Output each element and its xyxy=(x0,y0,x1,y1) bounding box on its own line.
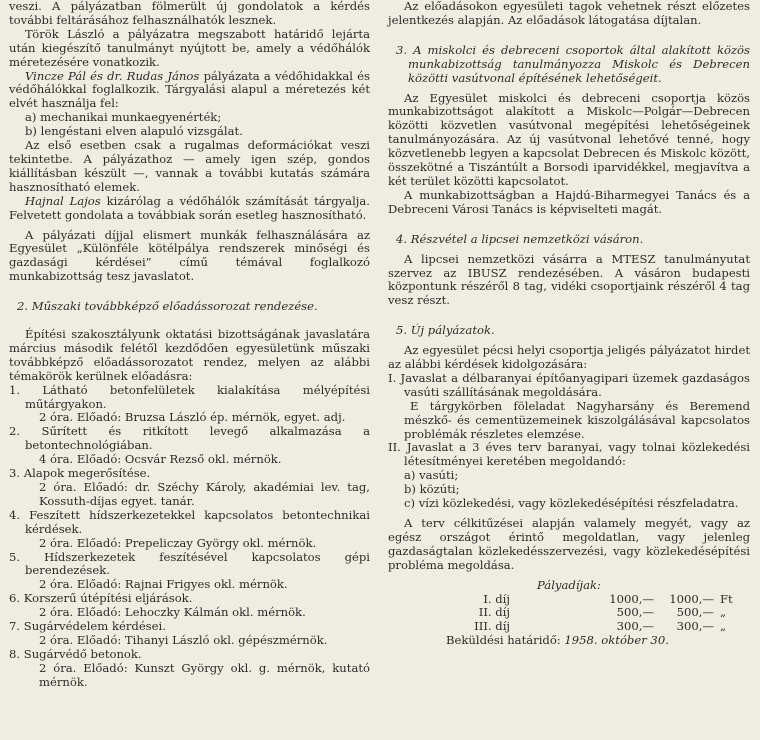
list-item: a) vasúti; xyxy=(404,468,459,483)
lecture-list xyxy=(9,384,370,690)
paragraph: veszi. A pályázatban fölmerült új gondolatok a kérdés további feltárásához felhasználhatók lesznek. xyxy=(9,0,370,27)
list-item: c) vízi közlekedési, vagy közlekedésépítési részfeladatra. xyxy=(404,496,739,511)
author-names: Vincze Pál és dr. Rudas János xyxy=(25,68,200,83)
lecture-detail: 2 óra. Előadó: Prepeliczay György okl. mérnök. xyxy=(39,535,317,550)
prize-label: III. díj xyxy=(474,619,510,634)
paragraph: Az előadásokon egyesületi tagok vehetnek részt előzetes jelentkezés alapján. Az előadások látogatása díjtalan. xyxy=(388,0,750,27)
prizes-title: Pályadíjak: xyxy=(537,577,601,592)
left-column xyxy=(9,0,370,690)
prize-label: I. díj xyxy=(483,591,510,606)
prizes-table xyxy=(414,593,744,635)
prize-row xyxy=(414,620,744,634)
paragraph: A lipcsei nemzetközi vásárra a MTESZ tanulmányutat szervez az IBUSZ rendezésében. A vásáron budapesti központunk részéről 8 tag, vidéki csoportjaink részéről 4 tag vesz részt. xyxy=(388,251,750,308)
paragraph: Az első esetben csak a rugalmas deformációkat veszi tekintetbe. A pályázathoz — amely igen szép, gondos kiállításban készült —, vannak a további kutatás számára hasznosítható elemek. xyxy=(9,138,370,194)
paragraph: A terv célkitűzései alapján valamely megyét, vagy az egész országot érintő megoldatlan, vagy jelenleg gazdaságtalan közlekedésszervezési, vagy közlekedésépítési probléma megoldása. xyxy=(388,516,750,572)
section-heading: 4. Részvétel a lipcsei nemzetközi vásáron. xyxy=(396,231,644,246)
lecture-title: 6. Korszerű útépítési eljárások. xyxy=(9,591,193,606)
prize-row xyxy=(414,606,744,620)
paragraph: Építési szakosztályunk oktatási bizottságának javaslatára március második felétől kezdődően egyesületünk műszaki továbbképző előadássorozatot rendez, melyen az alábbi témakörök kerülnek előadásra: xyxy=(9,327,370,383)
prize-value: 1000,— xyxy=(669,591,714,606)
paragraph: Az Egyesület miskolci és debreceni csoportja közös munkabizottságot alakított a Miskolc—Polgár—Debrecen közötti közvetlen vasútvonal megépítési lehetőségeinek tanulmányozására. Az új vasútvonal lehetővé tenné, hogy közvetlenebb legyen a kapcsolat Debrecen és Miskolc között, összekötné a Tiszántúlt a Borsodi iparvidékkel, megjavítva a két terület közötti kapcsolatot. xyxy=(388,90,750,188)
paragraph: A pályázati díjjal elismert munkák felhasználására az Egyesület „Különféle kötélpálya rendszerek minőségi és gazdasági kérdései” című témával foglalkozó munkabizottság tesz javaslatot. xyxy=(9,227,370,284)
section-heading: 3. A miskolci és debreceni csoportok által alakított közös munkabizottság tanulmányozza Miskolc és Debrecen közötti vasútvonal építésének lehetőségeit. xyxy=(396,42,750,85)
lecture-title: 1. Látható betonfelületek kialakítása mélyépítési műtárgyakon. xyxy=(9,382,370,411)
topic-title: II. Javaslat a 3 éves terv baranyai, vagy tolnai közlekedési létesítményei keretében megoldandó: xyxy=(388,440,750,469)
paragraph: Vincze Pál és dr. Rudas János pályázata a védőhidakkal és védőhálókkal foglalkozik. Tárgyalási alapul a méretezés két elvét használja fel: xyxy=(9,68,370,111)
right-column xyxy=(388,0,750,648)
deadline-date: 1958. október 30. xyxy=(564,633,669,648)
lecture-detail: 2 óra. Előadó: Rajnai Frigyes okl. mérnök. xyxy=(39,577,288,592)
list-item: b) lengéstani elven alapuló vizsgálat. xyxy=(25,124,243,139)
lecture-detail: 2 óra. Előadó: dr. Széchy Károly, akadémiai lev. tag, Kossuth-díjas egyet. tanár. xyxy=(39,480,370,508)
prize-currency: Ft xyxy=(720,591,733,606)
section-heading: 2. Műszaki továbbképző előadássorozat rendezése. xyxy=(17,299,318,314)
prize-row xyxy=(414,593,744,607)
list-item: a) mechanikai munkaegyenérték; xyxy=(25,110,222,125)
topic-text: E tárgykörben föleladat Nagyharsány és Beremend mészkő- és cementüzemeinek kiszolgálásával kapcsolatos problémák részletes elemzése. xyxy=(404,398,750,441)
paragraph: Az egyesület pécsi helyi csoportja jeligés pályázatot hirdet az alábbi kérdések kidolgozására: xyxy=(388,343,750,372)
lecture-title: 8. Sugárvédő betonok. xyxy=(9,646,142,661)
lecture-title: 2. Sűrített és ritkított levegő alkalmazása a betontechnológiában. xyxy=(9,424,370,453)
lecture-detail: 2 óra. Előadó: Kunszt György okl. g. mérnök, kutató mérnök. xyxy=(39,660,370,689)
lecture-detail: 2 óra. Előadó: Tihanyi László okl. gépészmérnök. xyxy=(39,632,328,647)
lecture-title: 4. Feszített hídszerkezetekkel kapcsolatos betontechnikai kérdések. xyxy=(9,507,370,536)
lecture-title: 5. Hídszerkezetek feszítésével kapcsolatos gépi berendezések. xyxy=(9,549,370,578)
lecture-title: 7. Sugárvédelem kérdései. xyxy=(9,619,166,634)
prize-value: 500,— xyxy=(616,605,654,620)
lecture-detail: 4 óra. Előadó: Ocsvár Rezső okl. mérnök. xyxy=(39,452,282,467)
prize-value: 1000,— xyxy=(609,591,654,606)
prize-value: 300,— xyxy=(616,619,654,634)
lecture-title: 3. Alapok megerősítése. xyxy=(9,466,151,481)
paragraph: A munkabizottságban a Hajdú-Biharmegyei Tanács és a Debreceni Városi Tanács is képviselteti magát. xyxy=(388,187,750,216)
lecture-detail: 2 óra. Előadó: Lehoczky Kálmán okl. mérnök. xyxy=(39,605,306,620)
list-item: b) közúti; xyxy=(404,482,460,497)
section-heading: 5. Új pályázatok. xyxy=(396,323,495,338)
author-name: Hajnal Lajos xyxy=(25,193,101,208)
prize-currency: „ xyxy=(720,605,727,620)
paragraph: Török László a pályázatra megszabott határidő lejárta után kiegészítő tanulmányt nyújtott be, amely a védőhálók méretezésére vonatkozik. xyxy=(9,26,370,69)
paragraph: Hajnal Lajos kizárólag a védőhálók számítását tárgyalja. Felvetett gondolata a továbbiak során esetleg hasznosítható. xyxy=(9,193,370,222)
prize-label: II. díj xyxy=(478,605,510,620)
prize-value: 300,— xyxy=(676,619,714,634)
deadline: Beküldési határidő: 1958. október 30. xyxy=(446,633,669,648)
prize-value: 500,— xyxy=(676,605,714,620)
prize-currency: „ xyxy=(720,619,727,634)
topic-title: I. Javaslat a délbaranyai építőanyagipari üzemek gazdaságos vasúti szállításának megoldására. xyxy=(388,370,750,399)
lecture-detail: 2 óra. Előadó: Bruzsa László ép. mérnök, egyet. adj. xyxy=(39,410,346,425)
